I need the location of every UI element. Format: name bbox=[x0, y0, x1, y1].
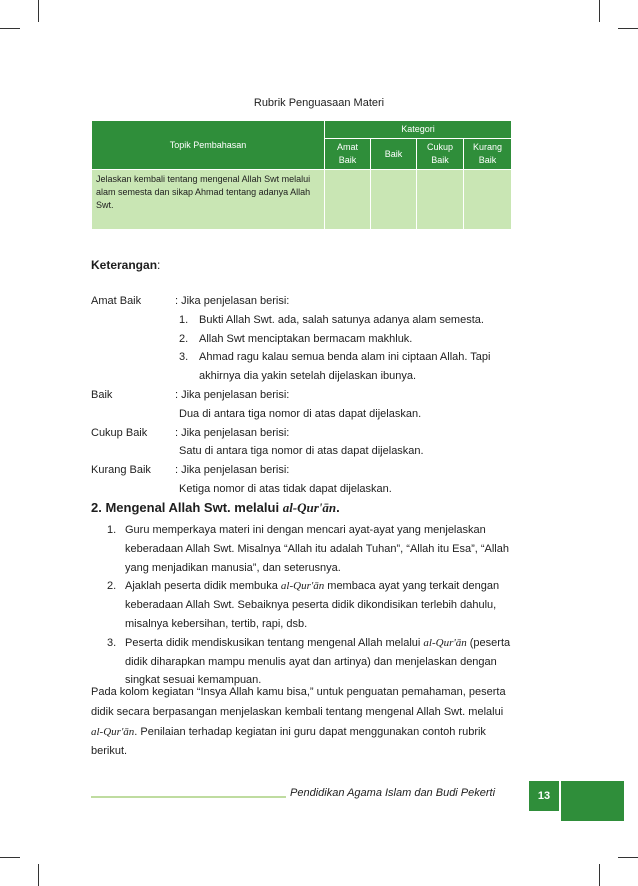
list-item: Bukti Allah Swt. ada, salah satunya adanya alam semesta. bbox=[199, 313, 484, 326]
criteria-extra: Dua di antara tiga nomor di atas dapat dijelaskan. bbox=[179, 407, 422, 420]
list-item: 1. Guru memperkaya materi ini dengan mencari ayat-ayat yang menjelaskan bbox=[107, 524, 486, 536]
list-item: 2. Ajaklah peserta didik membuka al-Qur'ān membaca ayat yang terkait dengan bbox=[107, 580, 500, 593]
crop-mark bbox=[599, 0, 600, 22]
crop-mark bbox=[618, 857, 638, 858]
crop-mark bbox=[0, 28, 20, 29]
rubric-table bbox=[91, 120, 512, 230]
criteria-desc: : Jika penjelasan berisi: bbox=[175, 388, 290, 401]
list-item: 3. Peserta didik mendiskusikan tentang mengenal Allah melalui al-Qur'ān (peserta bbox=[107, 636, 511, 649]
body-paragraph: Pada kolom kegiatan “Insya Allah kamu bisa,” untuk penguatan pemahaman, peserta didik secara berpasangan menjelaskan kembali tentang mengenal Allah Swt. melalui al-Qur'ān. Penilaian terhadap kegiatan ini guru dapat menggunakan contoh rubrik berikut. bbox=[91, 686, 506, 758]
criteria-desc: : Jika penjelasan berisi: bbox=[175, 464, 290, 477]
criteria-desc: : Jika penjelasan berisi: bbox=[175, 426, 290, 439]
table-caption: Rubrik Penguasaan Materi bbox=[253, 97, 385, 109]
list-number: 2. bbox=[179, 332, 189, 345]
crop-mark bbox=[38, 864, 39, 886]
table-row-topic: Jelaskan kembali tentang mengenal Allah Swt melalui alam semesta dan sikap Ahmad tentang adanya Allah Swt. bbox=[92, 170, 325, 230]
list-number: 1. bbox=[179, 313, 189, 326]
score-cell[interactable] bbox=[371, 170, 417, 230]
criteria-label: Cukup Baik bbox=[91, 426, 148, 439]
page-number: 13 bbox=[529, 781, 559, 811]
category-baik: Baik bbox=[371, 139, 417, 170]
keterangan-list bbox=[91, 292, 561, 499]
footer-book-title: Pendidikan Agama Islam dan Budi Pekerti bbox=[290, 787, 496, 799]
list-item: Ahmad ragu kalau semua benda alam ini ciptaan Allah. Tapi bbox=[199, 351, 491, 364]
score-cell[interactable] bbox=[464, 170, 512, 230]
criteria-extra: Satu di antara tiga nomor di atas dapat dijelaskan. bbox=[179, 445, 424, 458]
category-amat-baik: Amat Baik bbox=[325, 139, 371, 170]
criteria-label: Baik bbox=[91, 388, 113, 401]
list-item: Allah Swt menciptakan bermacam makhluk. bbox=[199, 332, 413, 345]
criteria-extra: Ketiga nomor di atas tidak dapat dijelaskan. bbox=[179, 482, 392, 495]
category-cukup-baik: Cukup Baik bbox=[417, 139, 464, 170]
crop-mark bbox=[0, 857, 20, 858]
footer-rule bbox=[91, 796, 286, 798]
footer-green-block bbox=[561, 781, 624, 821]
list-item: akhirnya dia yakin setelah dijelaskan ibunya. bbox=[199, 370, 417, 383]
crop-mark bbox=[38, 0, 39, 22]
criteria-label: Kurang Baik bbox=[91, 464, 151, 477]
score-cell[interactable] bbox=[325, 170, 371, 230]
section-heading: 2. Mengenal Allah Swt. melalui al-Qur'ān. bbox=[91, 500, 340, 515]
score-cell[interactable] bbox=[417, 170, 464, 230]
topic-header: Topik Pembahasan bbox=[92, 121, 325, 170]
instruction-list: 1. Guru memperkaya materi ini dengan mencari ayat-ayat yang menjelaskan keberadaan Allah Swt. Misalnya “Allah itu adalah Tuhan”, “Allah itu Esa”, “Allah yang menjadikan manusia”, dan seterusnya. 2. Ajaklah peserta didik membuka al-Qur'ān membaca ayat yang terkait dengan keberadaan Allah Swt. Sebaiknya peserta didik dikondisikan terlebih dahulu, misalnya kebersihan, tertib, rapi, dsb. 3. Peserta didik mendiskusikan tentang mengenal Allah melalui al-Qur'ān (peserta didik diharapkan mampu menulis ayat dan artinya) dan menjelaskan dengan singkat sesuai kemampuan. bbox=[91, 521, 546, 690]
crop-mark bbox=[618, 28, 638, 29]
list-number: 3. bbox=[179, 351, 189, 364]
keterangan-title: Keterangan: bbox=[91, 258, 161, 272]
category-kurang-baik: Kurang Baik bbox=[464, 139, 512, 170]
criteria-desc: : Jika penjelasan berisi: bbox=[175, 295, 290, 307]
criteria-label: Amat Baik bbox=[91, 295, 142, 307]
crop-mark bbox=[599, 864, 600, 886]
category-header: Kategori bbox=[325, 121, 512, 139]
